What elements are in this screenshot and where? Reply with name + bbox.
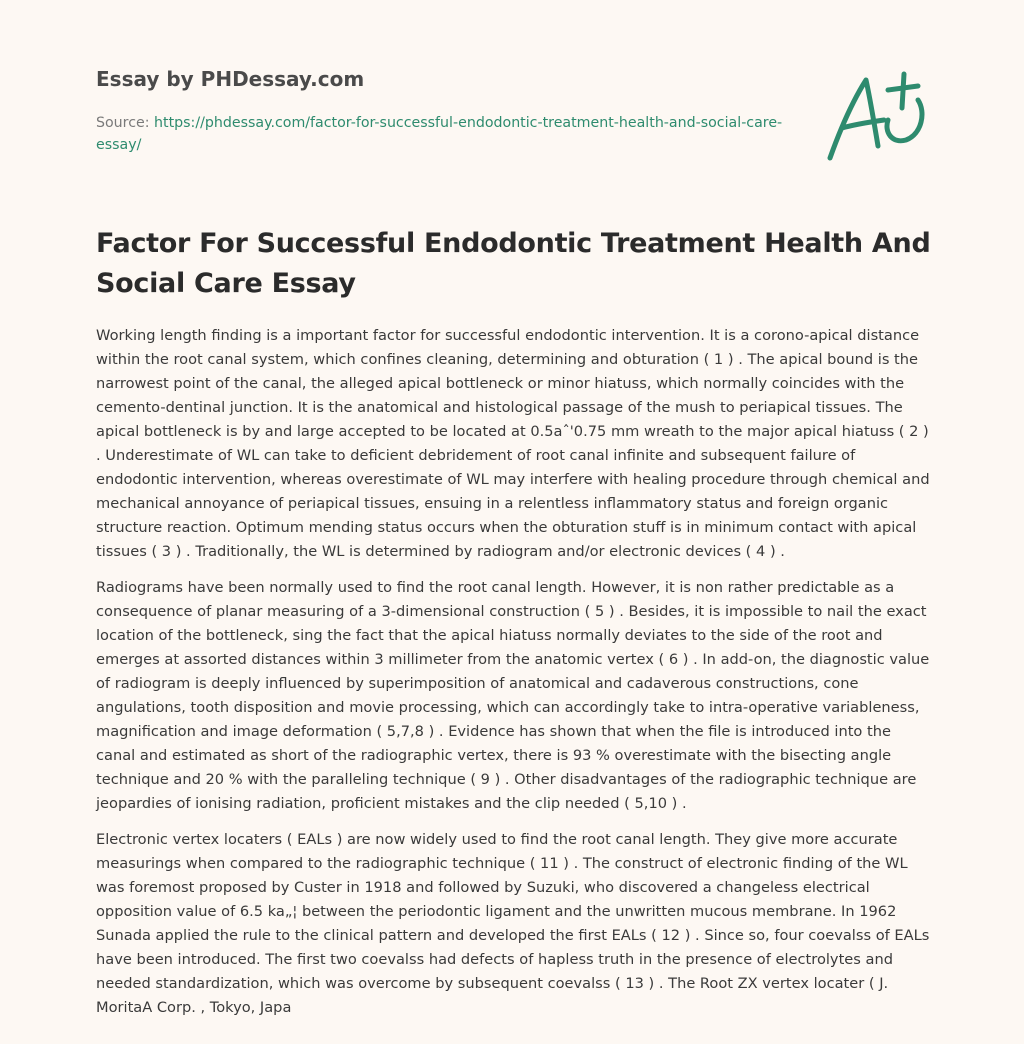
source-label: Source:: [96, 115, 150, 131]
source-line: [96, 112, 796, 156]
brand-name: Essay by PHDessay.com: [96, 67, 365, 91]
paragraph-2: Radiograms have been normally used to find the root canal length. However, it is non rather predictable as a consequence of planar measuring of a 3-dimensional construction ( 5 ) . Besides, it is impossible to nail the exact location of the bottleneck, sing the fact that the apical hiatuss normally deviates to the side of the root and emerges at assorted distances within 3 millimeter from the anatomic vertex ( 6 ) . In add-on, the diagnostic value of radiogram is deeply influenced by superimposition of anatomical and cadaverous constructions, cone angulations, tooth disposition and movie processing, which can accordingly take to intra-operative variableness, magnification and image deformation ( 5,7,8 ) . Evidence has shown that when the file is introduced into the canal and estimated as short of the radiographic vertex, there is 93 % overestimate with the bisecting angle technique and 20 % with the paralleling technique ( 9 ) . Other disadvantages of the radiographic technique are jeopardies of ionising radiation, proficient mistakes and the clip needed ( 5,10 ) .: [96, 579, 930, 812]
paragraph-3: Electronic vertex locaters ( EALs ) are now widely used to find the root canal length. They give more accurate measurings when compared to the radiographic technique ( 11 ) . The construct of electronic finding of the WL was foremost proposed by Custer in 1918 and followed by Suzuki, who discovered a changeless electrical opposition value of 6.5 ka„¦ between the periodontic ligament and the unwritten mucous membrane. In 1962 Sunada applied the rule to the clinical pattern and developed the first EALs ( 12 ) . Since so, four coevalss of EALs have been introduced. The first two coevalss had defects of hapless truth in the presence of electrolytes and needed standardization, which was overcome by subsequent coevalss ( 13 ) . The Root ZX vertex locater ( J. MoritaA Corp. , Tokyo, Japa: [96, 831, 930, 1016]
essay-body: [96, 324, 932, 1032]
a-plus-logo-icon: [822, 68, 932, 164]
essay-header: [96, 62, 796, 153]
paragraph-1: Working length finding is a important factor for successful endodontic intervention. It is a corono-apical distance within the root canal system, which confines cleaning, determining and obturation ( 1 ) . The apical bound is the narrowest point of the canal, the alleged apical bottleneck or minor hiatuss, which normally coincides with the cemento-dentinal junction. It is the anatomical and histological passage of the mush to periapical tissues. The apical bottleneck is by and large accepted to be located at 0.5aˆ'0.75 mm wreath to the major apical hiatuss ( 2 ) . Underestimate of WL can take to deficient debridement of root canal infinite and subsequent failure of endodontic intervention, whereas overestimate of WL may interfere with healing procedure through chemical and mechanical annoyance of periapical tissues, ensuing in a relentless inflammatory status and foreign organic structure reaction. Optimum mending status occurs when the obturation stuff is in minimum contact with apical tissues ( 3 ) . Traditionally, the WL is determined by radiogram and/or electronic devices ( 4 ) .: [96, 327, 930, 560]
essay-title: Factor For Successful Endodontic Treatment Health And Social Care Essay: [96, 228, 931, 299]
source-link[interactable]: https://phdessay.com/factor-for-successful-endodontic-treatment-health-and-social-care-essay/: [96, 115, 783, 153]
